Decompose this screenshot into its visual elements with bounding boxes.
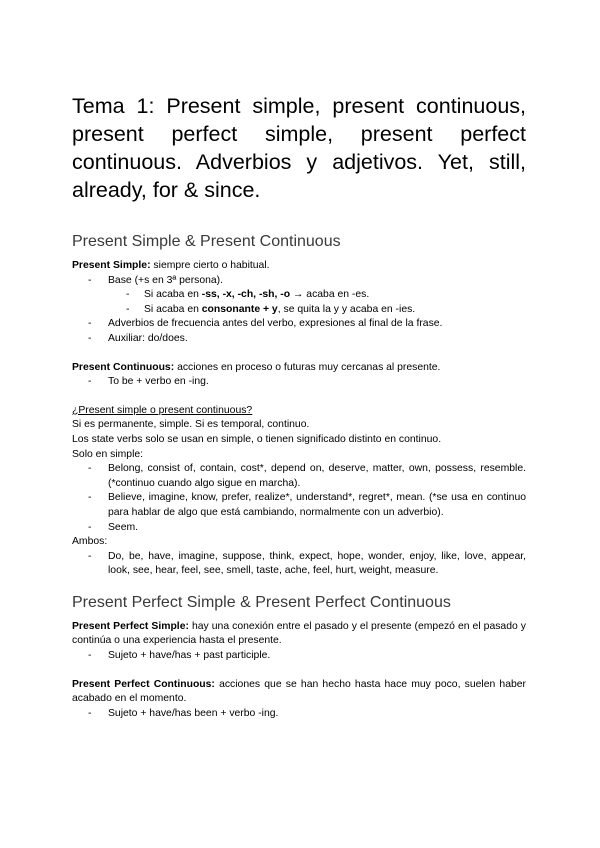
question-heading: ¿Present simple o present continuous? (72, 404, 253, 416)
present-perfect-continuous-definition (72, 678, 526, 707)
list-item-text: To be + verbo en -ing. (108, 376, 209, 388)
present-perfect-continuous-label: Present Perfect Continuous: (72, 678, 215, 690)
ambos-label: Ambos: (72, 536, 108, 548)
bullet-dash: - (88, 492, 92, 504)
list-item-text: Seem. (108, 521, 139, 533)
document-body (72, 92, 526, 721)
paragraph: Los state verbs solo se usan en simple, o tienen significado distinto en continuo. (72, 433, 442, 445)
present-continuous-label: Present Continuous: (72, 361, 175, 373)
list-item (72, 462, 526, 491)
section-heading-present-simple-continuous: Present Simple & Present Continuous (72, 233, 341, 250)
bullet-dash: - (126, 303, 130, 315)
list-item-text: Belong, consist of, contain, cost*, depend on, deserve, matter, own, possess, resemble. (*continuo cuando algo sigue en marcha). (108, 463, 526, 489)
bullet-dash: - (88, 463, 92, 475)
present-simple-definition (72, 259, 526, 274)
paragraph: Si es permanente, simple. Si es temporal, continuo. (72, 419, 310, 431)
bullet-dash: - (88, 521, 92, 533)
present-perfect-continuous-text: acciones que se han hecho hasta hace muy poco, suelen haber acabado en el momento. (72, 678, 527, 705)
present-continuous-definition (72, 361, 526, 376)
spelling-rules-list (72, 288, 526, 317)
list-item (72, 274, 526, 289)
present-perfect-simple-label: Present Perfect Simple: (72, 620, 189, 632)
rule-bold: consonante + y (201, 303, 278, 315)
bullet-dash: - (88, 274, 92, 286)
rule-text: Si acaba en (144, 303, 202, 315)
bullet-dash: - (88, 707, 92, 719)
bullet-dash: - (88, 318, 92, 330)
list-item (72, 521, 526, 536)
present-perfect-simple-list (72, 649, 526, 664)
bullet-dash: - (88, 550, 92, 562)
section-heading-present-perfect: Present Perfect Simple & Present Perfect Continuous (72, 593, 451, 611)
ambos-list (72, 550, 526, 579)
rule-text: Si acaba en (144, 289, 202, 301)
list-item (72, 649, 526, 664)
list-item (72, 491, 526, 520)
bullet-dash: - (126, 289, 130, 301)
list-item-text: Believe, imagine, know, prefer, realize*, understand*, regret*, mean. (*se usa en continuo para hablar de algo que está cambiando, normalmente con un adverbio). (108, 492, 526, 518)
list-item (72, 332, 526, 347)
present-simple-text: siempre cierto o habitual. (150, 260, 270, 271)
solo-label: Solo en simple: (72, 448, 144, 460)
present-continuous-text: acciones en proceso o futuras muy cercanas al presente. (174, 361, 441, 373)
list-item-text: Adverbios de frecuencia antes del verbo, expresiones al final de la frase. (108, 318, 443, 330)
present-simple-label: Present Simple: (72, 260, 151, 271)
bullet-dash: - (88, 650, 92, 662)
list-item-text: Do, be, have, imagine, suppose, think, expect, hope, wonder, enjoy, like, love, appear, look, see, hear, feel, see, smell, taste, ache, feel, hurt, weight, measure. (108, 550, 526, 577)
bullet-dash: - (88, 332, 92, 344)
present-simple-list (72, 274, 526, 289)
list-item (72, 707, 526, 722)
list-item (72, 375, 526, 390)
list-item (72, 317, 526, 332)
rule-bold: -ss, -x, -ch, -sh, -o (201, 289, 291, 301)
list-item-text: Sujeto + have/has + past participle. (108, 650, 271, 662)
list-item (72, 288, 526, 303)
list-item-text: Sujeto + have/has been + verbo -ing. (108, 707, 279, 719)
solo-simple-list (72, 462, 526, 535)
list-item-text: Auxiliar: do/does. (108, 332, 188, 344)
list-item-text: Base (+s en 3ª persona). (108, 274, 224, 286)
document-title: Tema 1: Present simple, present continuous, present perfect simple, present perfect continuous. Adverbios y adjetivos. Yet, still, already, for & since. (72, 94, 526, 202)
present-continuous-list (72, 375, 526, 390)
present-perfect-simple-text: hay una conexión entre el pasado y el presente (empezó en el pasado y continúa o una experiencia hasta el presente. (72, 620, 526, 647)
bullet-dash: - (88, 376, 92, 388)
present-simple-list-cont (72, 317, 526, 346)
list-item (72, 303, 526, 318)
rule-text: , se quita la y y acaba en -ies. (277, 303, 416, 315)
present-perfect-simple-definition (72, 620, 526, 649)
list-item (72, 550, 526, 579)
rule-text: → acaba en -es. (290, 289, 370, 301)
present-perfect-continuous-list (72, 707, 526, 722)
